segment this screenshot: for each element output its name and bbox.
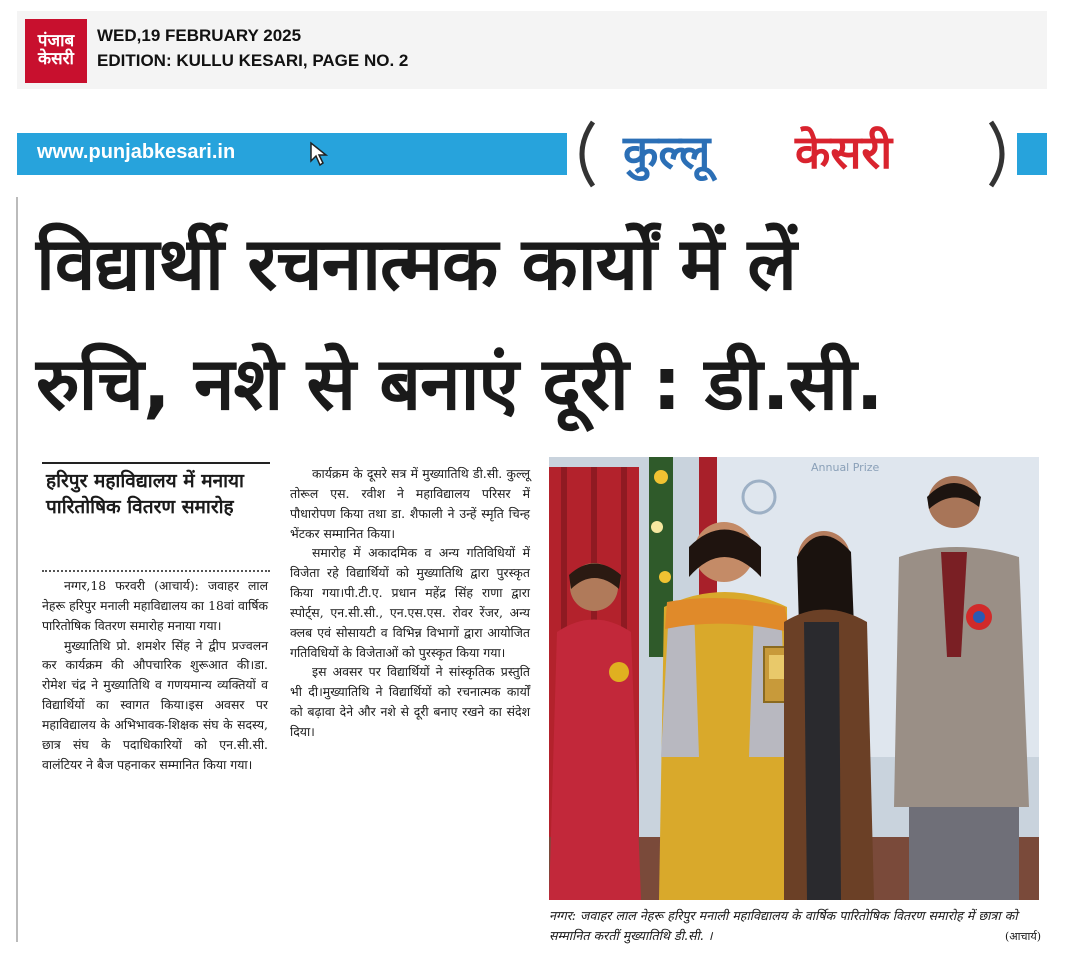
- paragraph: इस अवसर पर विद्यार्थियों ने सांस्कृतिक प्रस्तुति भी दी।मुख्यातिथि ने विद्यार्थियों को रचनात्मक कार्यों को बढ़ावा देने और नशे से दूरी बनाए रखने का संदेश दिया।: [290, 664, 530, 739]
- paragraph: नग्गर,18 फरवरी (आचार्य): जवाहर लाल नेहरू हरिपुर मनाली महाविद्यालय का 18वां वार्षिक पारितोषिक वितरण समारोह मनाया गया।: [42, 578, 268, 633]
- photo-caption: [549, 906, 1041, 945]
- edition-info: EDITION: KULLU KESARI, PAGE NO. 2: [97, 51, 409, 70]
- headline-line-1: विद्यार्थी रचनात्मक कार्यों में लें: [36, 222, 796, 307]
- logo-line-1: पंजाब: [37, 31, 75, 52]
- kullu-kesari-masthead: [567, 118, 1017, 190]
- column-1-text: [42, 576, 268, 774]
- bracket-left-icon: [567, 118, 597, 190]
- logo-line-2: केसरी: [38, 49, 74, 69]
- subhead-rule: [42, 462, 270, 464]
- article-column-2: [290, 464, 530, 742]
- felicitation-photo-illustration: [549, 457, 1039, 900]
- caption-credit: (आचार्य): [1004, 929, 1041, 943]
- subheading: हरिपुर महाविद्यालय में मनाया पारितोषिक वितरण समारोह: [46, 470, 244, 519]
- page-margin-rule: [16, 197, 18, 942]
- punjab-kesari-logo: [25, 19, 87, 83]
- photo-banner-text: Annual Prize: [811, 461, 880, 474]
- caption-text: नग्गर: जवाहर लाल नेहरू हरिपुर मनाली महाविद्यालय के वार्षिक पारितोषिक वितरण समारोह में छात्रा को सम्मानित करतीं मुख्यातिथि डी.सी. ।: [549, 908, 1018, 943]
- masthead-kesari: केसरी: [795, 125, 893, 179]
- site-url-link[interactable]: www.punjabkesari.in: [37, 141, 236, 163]
- headline-line-2: रुचि, नशे से बनाएं दूरी : डी.सी.: [36, 342, 883, 427]
- edition-date: WED,19 FEBRUARY 2025: [97, 26, 302, 45]
- dotted-divider: [42, 570, 270, 574]
- masthead-kullu: कुल्लू: [623, 125, 711, 179]
- paragraph: मुख्यातिथि प्रो. शमशेर सिंह ने द्वीप प्रज्वलन कर कार्यक्रम की औपचारिक शुरूआत की।डा. रोमेश चंद्र ने मुख्यातिथि व गणयमान्य व्यक्तियों व विद्यार्थियों का स्वागत किया।इस अवसर पर महाविद्यालय के अभिभावक-शिक्षक संघ के सदस्य, छात्र संघ के पदाधिकारियों को एन.सी.सी. वालंटियर ने बैज पहनाकर सम्मानित किया गया।: [42, 637, 268, 772]
- paragraph: समारोह में अकादमिक व अन्य गतिविधियों में विजेता रहे विद्यार्थियों को मुख्यातिथि द्वारा पुरस्कृत किया गया।पी.टी.ए. प्रधान महेंद्र सिंह राणा द्वारा स्पोर्ट्स, एन.सी.सी., एन.एस.एस. रोवर रेंजर, अन्य क्लब एवं सोसायटी व विभिन्न विभागों द्वारा आयोजित गतिविधियों के विजेताओं को पुरस्कृत किया गया।: [290, 545, 530, 660]
- paragraph: कार्यक्रम के दूसरे सत्र में मुख्यातिथि डी.सी. कुल्लू तोरूल एस. रवीश ने महाविद्यालय परिसर में पौधारोपण किया तथा डा. शैफाली ने उन्हें स्मृति चिन्ह भेंटकर सम्मानित किया।: [290, 466, 530, 541]
- cursor-icon: [309, 141, 329, 167]
- edition-header: [17, 11, 1047, 89]
- bracket-right-icon: [987, 118, 1017, 190]
- event-photo: [549, 457, 1039, 900]
